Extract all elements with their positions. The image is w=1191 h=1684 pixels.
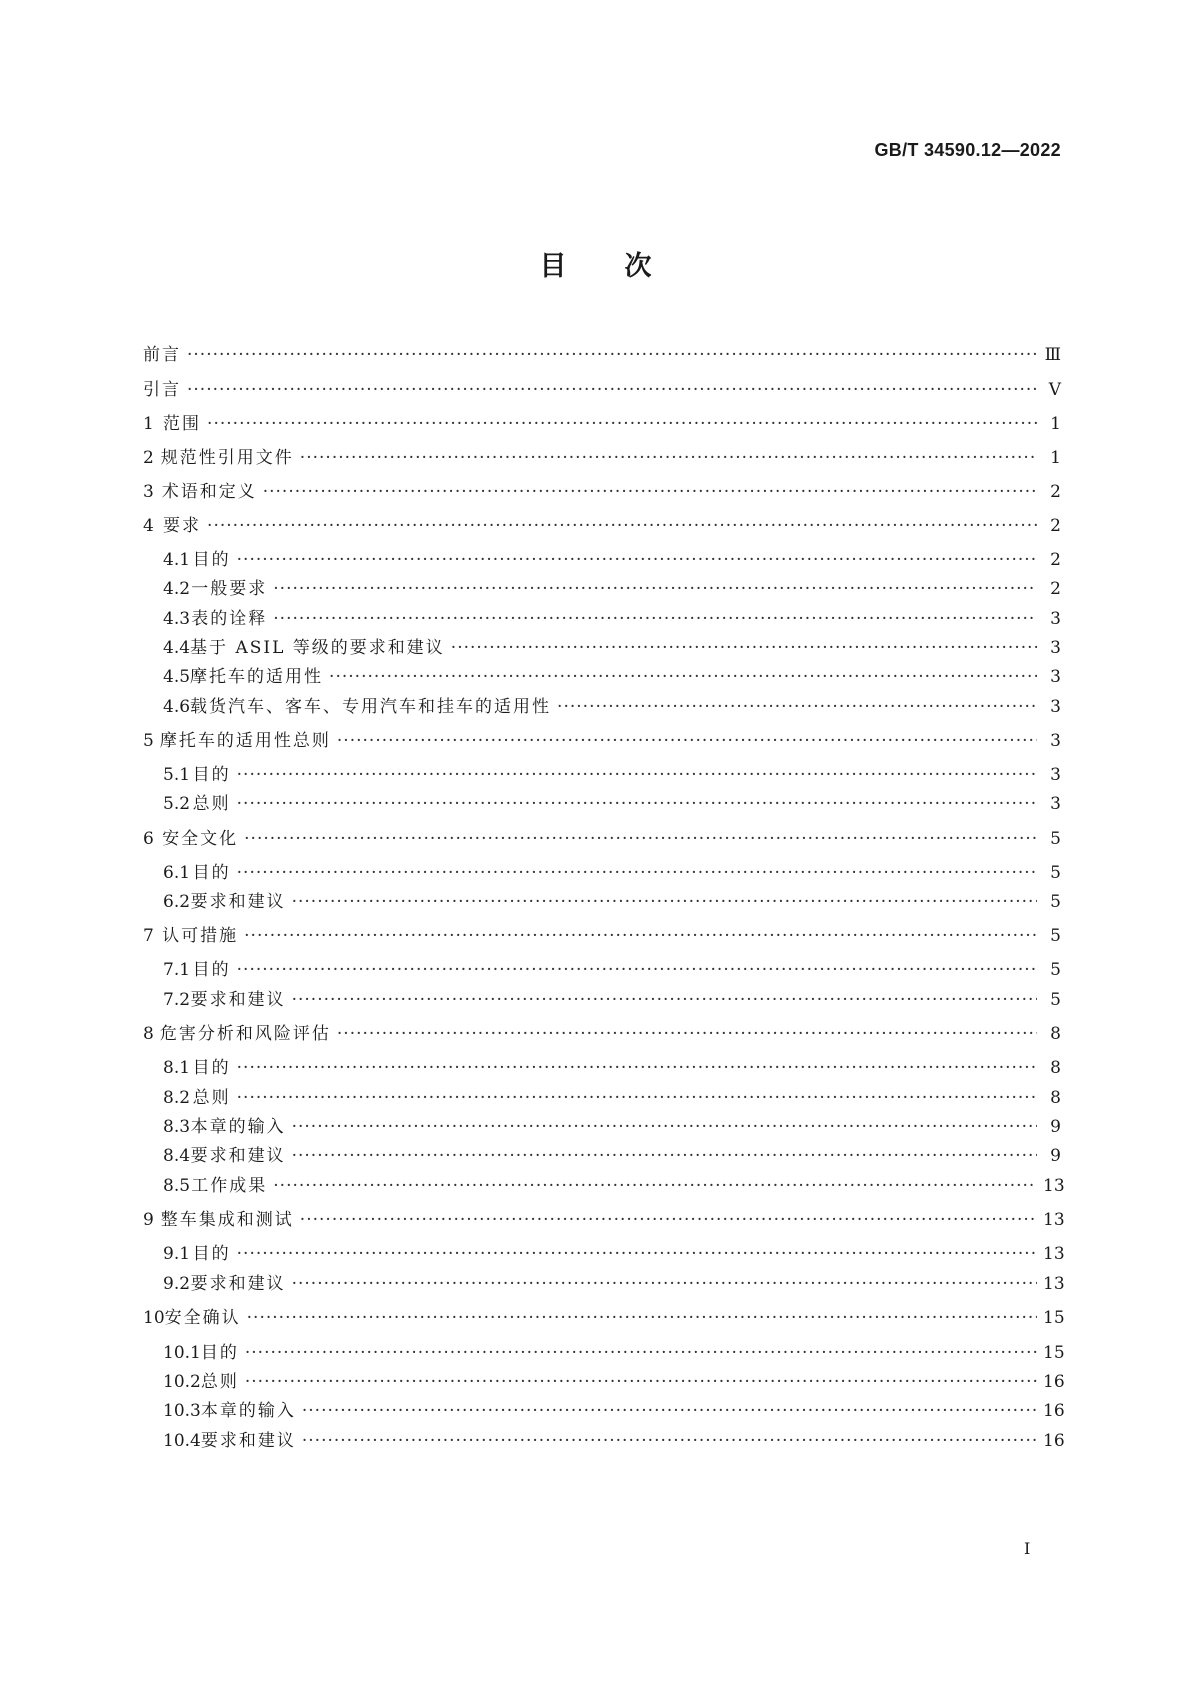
toc-entry-title: 安全确认 bbox=[164, 1308, 241, 1328]
dot-leader bbox=[237, 765, 1037, 785]
toc-entry-page: 15 bbox=[1043, 1308, 1065, 1328]
toc-entry-title: 表的诠释 bbox=[191, 609, 268, 629]
toc-entry-page: 8 bbox=[1050, 1088, 1061, 1108]
toc-entry-title: 总则 bbox=[200, 1372, 239, 1392]
toc-entry-page: Ⅲ bbox=[1044, 345, 1061, 365]
toc-entry-number: 5.2 bbox=[163, 794, 191, 814]
toc-entry-title: 引言 bbox=[143, 380, 181, 400]
toc-entry[interactable] bbox=[163, 692, 1061, 716]
toc-entry[interactable] bbox=[163, 633, 1061, 657]
toc-entry[interactable] bbox=[163, 545, 1061, 569]
toc-entry[interactable] bbox=[163, 1053, 1061, 1077]
toc-entry[interactable] bbox=[163, 1396, 1065, 1421]
toc-entry-page: 13 bbox=[1043, 1176, 1065, 1196]
dot-leader bbox=[207, 516, 1037, 536]
toc-entry[interactable] bbox=[163, 574, 1061, 598]
toc-entry-page: 8 bbox=[1050, 1058, 1061, 1078]
dot-leader bbox=[263, 482, 1037, 502]
toc-entry[interactable] bbox=[163, 1171, 1065, 1196]
toc-entry-title: 本章的输入 bbox=[190, 1117, 286, 1137]
toc-entry[interactable] bbox=[143, 1303, 1065, 1328]
toc-entry-page: 3 bbox=[1050, 609, 1061, 629]
toc-entry-title: 危害分析和风险评估 bbox=[159, 1024, 331, 1044]
toc-entry-page: 15 bbox=[1043, 1343, 1065, 1363]
toc-entry-title: 要求 bbox=[163, 516, 202, 536]
toc-entry[interactable] bbox=[163, 1269, 1065, 1294]
toc-entry-page: 5 bbox=[1050, 960, 1061, 980]
dot-leader bbox=[244, 926, 1037, 946]
toc-entry[interactable] bbox=[163, 1239, 1065, 1264]
dot-leader bbox=[237, 1088, 1037, 1108]
dot-leader bbox=[273, 609, 1037, 629]
toc-entry[interactable] bbox=[163, 1083, 1061, 1107]
toc-entry-number: 7 bbox=[143, 926, 154, 946]
toc-entry-page: 5 bbox=[1050, 829, 1061, 849]
toc-entry-number: 7.2 bbox=[163, 990, 191, 1010]
toc-entry-number: 8.4 bbox=[163, 1146, 191, 1166]
toc-entry-number: 10.1 bbox=[163, 1343, 201, 1363]
toc-entry-page: 13 bbox=[1043, 1274, 1065, 1294]
toc-entry[interactable] bbox=[143, 824, 1061, 848]
toc-entry[interactable] bbox=[163, 604, 1061, 628]
dot-leader bbox=[451, 638, 1037, 658]
toc-entry-title: 摩托车的适用性总则 bbox=[159, 731, 331, 751]
dot-leader bbox=[302, 1431, 1037, 1451]
dot-leader bbox=[292, 1146, 1037, 1166]
toc-entry-number: 8.3 bbox=[163, 1117, 191, 1137]
toc-entry-page: 16 bbox=[1043, 1431, 1065, 1451]
dot-leader bbox=[292, 990, 1037, 1010]
toc-entry[interactable] bbox=[163, 887, 1061, 911]
toc-entry[interactable] bbox=[143, 375, 1061, 399]
toc-entry-number: 5 bbox=[143, 731, 154, 751]
dot-leader bbox=[187, 345, 1037, 365]
toc-entry-number: 4.4 bbox=[163, 638, 191, 658]
toc-entry[interactable] bbox=[163, 1112, 1061, 1136]
dot-leader bbox=[329, 667, 1037, 687]
toc-entry-page: 3 bbox=[1050, 667, 1061, 687]
toc-entry-number: 8.5 bbox=[163, 1176, 191, 1196]
toc-entry-number: 4.1 bbox=[163, 550, 191, 570]
toc-entry-number: 1 bbox=[143, 414, 154, 434]
dot-leader bbox=[273, 579, 1037, 599]
toc-entry-number: 7.1 bbox=[163, 960, 191, 980]
dot-leader bbox=[237, 794, 1037, 814]
toc-entry-page: 2 bbox=[1050, 579, 1061, 599]
toc-entry-title: 目的 bbox=[192, 765, 231, 785]
standard-code: GB/T 34590.12—2022 bbox=[874, 140, 1061, 160]
toc-entry-number: 4.2 bbox=[163, 579, 191, 599]
toc-entry[interactable] bbox=[163, 1426, 1065, 1451]
toc-entry-page: Ⅴ bbox=[1048, 380, 1061, 400]
toc-entry-title: 工作成果 bbox=[191, 1176, 268, 1196]
toc-entry-page: 5 bbox=[1050, 863, 1061, 883]
toc-entry-page: 16 bbox=[1043, 1372, 1065, 1392]
toc-entry[interactable] bbox=[163, 858, 1061, 882]
toc-entry[interactable] bbox=[143, 340, 1061, 364]
toc-entry-title: 目的 bbox=[192, 1058, 231, 1078]
toc-entry-page: 1 bbox=[1050, 448, 1061, 468]
toc-entry-page: 2 bbox=[1050, 516, 1061, 536]
dot-leader bbox=[187, 380, 1037, 400]
toc-entry-number: 10.3 bbox=[163, 1401, 201, 1421]
toc-entry-title: 一般要求 bbox=[191, 579, 268, 599]
toc-entry[interactable] bbox=[163, 1338, 1065, 1363]
toc-entry-page: 3 bbox=[1050, 638, 1061, 658]
toc-entry-title: 目的 bbox=[200, 1343, 239, 1363]
toc-entry-page: 1 bbox=[1050, 414, 1061, 434]
toc-entry-title: 认可措施 bbox=[162, 926, 239, 946]
toc-entry-number: 9 bbox=[143, 1210, 154, 1230]
toc-entry-page: 2 bbox=[1050, 482, 1061, 502]
dot-leader bbox=[292, 1274, 1037, 1294]
toc-entry-title: 目的 bbox=[192, 960, 231, 980]
toc-entry-title: 安全文化 bbox=[162, 829, 239, 849]
toc-entry[interactable] bbox=[143, 409, 1061, 433]
toc-entry-number: 10 bbox=[143, 1308, 165, 1328]
toc-entry[interactable] bbox=[163, 1367, 1065, 1392]
dot-leader bbox=[337, 731, 1037, 751]
toc-entry-title: 要求和建议 bbox=[190, 1274, 286, 1294]
toc-entry[interactable] bbox=[143, 443, 1061, 467]
toc-entry-number: 4.5 bbox=[163, 667, 191, 687]
dot-leader bbox=[237, 550, 1037, 570]
dot-leader bbox=[337, 1024, 1037, 1044]
toc-entry[interactable] bbox=[163, 789, 1061, 813]
dot-leader bbox=[247, 1308, 1037, 1328]
dot-leader bbox=[302, 1401, 1037, 1421]
toc-entry-number: 4 bbox=[143, 516, 154, 536]
toc-entry-page: 9 bbox=[1050, 1146, 1061, 1166]
dot-leader bbox=[300, 1210, 1037, 1230]
dot-leader bbox=[207, 414, 1037, 434]
dot-leader bbox=[245, 1343, 1037, 1363]
toc-entry-title: 目的 bbox=[192, 550, 231, 570]
toc-entry-title: 摩托车的适用性 bbox=[190, 667, 324, 687]
toc-entry[interactable] bbox=[143, 511, 1061, 535]
toc-entry-number: 6 bbox=[143, 829, 154, 849]
toc-entry-number: 9.2 bbox=[163, 1274, 191, 1294]
toc-entry[interactable] bbox=[143, 1205, 1065, 1230]
toc-entry-number: 9.1 bbox=[163, 1244, 191, 1264]
page-number: I bbox=[1024, 1539, 1031, 1558]
dot-leader bbox=[245, 1372, 1037, 1392]
toc-entry-title: 要求和建议 bbox=[190, 892, 286, 912]
dot-leader bbox=[292, 1117, 1037, 1137]
toc-entry-page: 9 bbox=[1050, 1117, 1061, 1137]
toc-entry-page: 8 bbox=[1050, 1024, 1061, 1044]
toc-entry-number: 3 bbox=[143, 482, 154, 502]
toc-entry[interactable] bbox=[143, 726, 1061, 750]
toc-entry-page: 3 bbox=[1050, 765, 1061, 785]
toc-entry-page: 16 bbox=[1043, 1401, 1065, 1421]
toc-entry[interactable] bbox=[143, 477, 1061, 501]
dot-leader bbox=[237, 863, 1037, 883]
toc-entry-page: 3 bbox=[1050, 794, 1061, 814]
toc-entry-number: 2 bbox=[143, 448, 154, 468]
toc-entry-number: 8.2 bbox=[163, 1088, 191, 1108]
page-title: 目次 bbox=[539, 251, 710, 282]
toc-entry[interactable] bbox=[163, 1141, 1061, 1165]
toc-entry-number: 5.1 bbox=[163, 765, 191, 785]
toc-entry-number: 10.2 bbox=[163, 1372, 201, 1392]
dot-leader bbox=[292, 892, 1037, 912]
dot-leader bbox=[557, 697, 1037, 717]
toc-entry-page: 2 bbox=[1050, 550, 1061, 570]
toc-entry-title: 术语和定义 bbox=[161, 482, 257, 502]
dot-leader bbox=[237, 960, 1037, 980]
toc-entry-page: 5 bbox=[1050, 926, 1061, 946]
toc-entry-title: 要求和建议 bbox=[200, 1431, 296, 1451]
toc-entry[interactable] bbox=[143, 921, 1061, 945]
toc-entry-number: 8 bbox=[143, 1024, 154, 1044]
toc-entry-page: 3 bbox=[1050, 731, 1061, 751]
toc-entry-title: 目的 bbox=[192, 863, 231, 883]
toc-entry-number: 10.4 bbox=[163, 1431, 201, 1451]
toc-entry-title: 载货汽车、客车、专用汽车和挂车的适用性 bbox=[190, 697, 552, 717]
toc-entry-title: 目的 bbox=[192, 1244, 231, 1264]
dot-leader bbox=[273, 1176, 1037, 1196]
toc-entry-page: 13 bbox=[1043, 1244, 1065, 1264]
toc-entry-page: 5 bbox=[1050, 990, 1061, 1010]
toc-entry-title: 总则 bbox=[192, 1088, 231, 1108]
toc-entry-number: 6.2 bbox=[163, 892, 191, 912]
toc-entry-title: 规范性引用文件 bbox=[160, 448, 294, 468]
dot-leader bbox=[244, 829, 1037, 849]
toc-entry-page: 5 bbox=[1050, 892, 1061, 912]
toc-entry[interactable] bbox=[163, 662, 1061, 686]
toc-entry-page: 13 bbox=[1043, 1210, 1065, 1230]
toc-entry-title: 本章的输入 bbox=[200, 1401, 296, 1421]
toc-entry-title: 前言 bbox=[143, 345, 181, 365]
toc-entry-number: 4.6 bbox=[163, 697, 191, 717]
toc-entry-page: 3 bbox=[1050, 697, 1061, 717]
toc-entry-number: 8.1 bbox=[163, 1058, 191, 1078]
toc-entry-title: 范围 bbox=[163, 414, 202, 434]
toc-entry[interactable] bbox=[163, 985, 1061, 1009]
toc-entry[interactable] bbox=[163, 955, 1061, 979]
toc-entry-number: 4.3 bbox=[163, 609, 191, 629]
toc-entry[interactable] bbox=[143, 1019, 1061, 1043]
dot-leader bbox=[237, 1058, 1037, 1078]
toc-entry-title: 总则 bbox=[192, 794, 231, 814]
toc-entry-title: 整车集成和测试 bbox=[160, 1210, 294, 1230]
toc-entry-title: 要求和建议 bbox=[190, 1146, 286, 1166]
dot-leader bbox=[300, 448, 1037, 468]
toc-entry-number: 6.1 bbox=[163, 863, 191, 883]
toc-entry-title: 基于 ASIL 等级的要求和建议 bbox=[190, 638, 445, 658]
dot-leader bbox=[237, 1244, 1037, 1264]
toc-entry[interactable] bbox=[163, 760, 1061, 784]
toc-entry-title: 要求和建议 bbox=[190, 990, 286, 1010]
